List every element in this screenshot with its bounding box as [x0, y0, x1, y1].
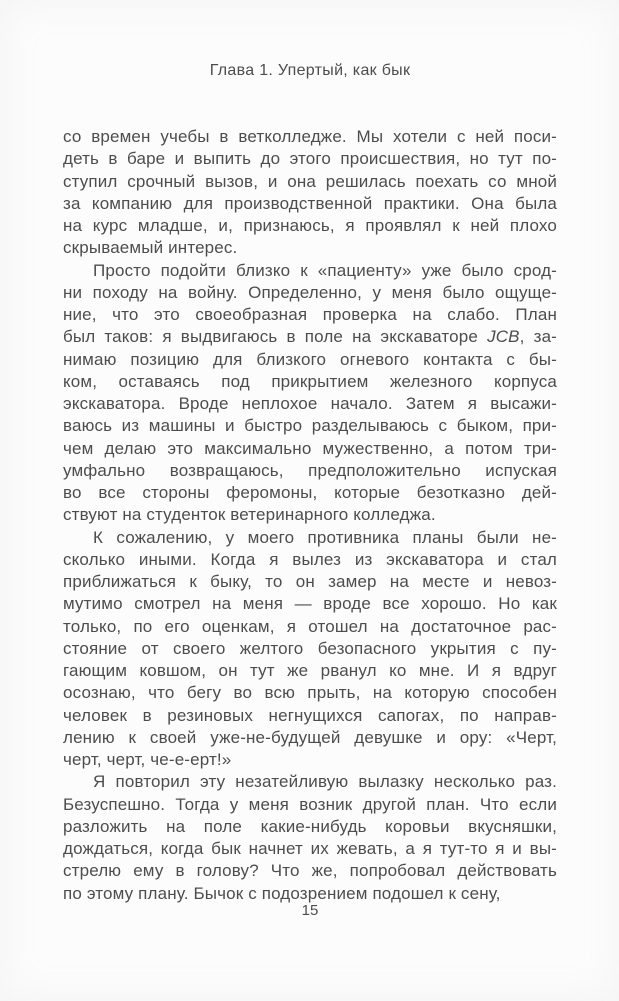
text-line: стрелю ему в голову? Что же, попробовал действовать: [63, 861, 557, 881]
paragraph: [63, 771, 557, 905]
text-body: [63, 126, 557, 905]
text-line: приближаться к быку, то он замер на месте и невоз-: [63, 572, 557, 591]
text-line: осознаю, что бегу во всю прыть, на которую способен: [63, 683, 557, 703]
text-line: умфально возвращаюсь, предположительно испуская: [63, 460, 557, 480]
text-line: экскаватора. Вроде неплохое начало. Затем я высажи-: [63, 394, 557, 413]
text-line: деть в баре и выпить до этого происшествия, но тут по-: [63, 149, 557, 169]
page-number: 15: [301, 902, 319, 919]
text-line: за компанию для производственной практики. Она была: [63, 193, 557, 213]
text-line: ствуют на студенток ветеринарного колледжа.: [63, 505, 436, 525]
paragraph: [63, 260, 557, 527]
text-line: человек в резиновых негнущихся сапогах, по направ-: [63, 705, 557, 725]
text-line: во все стороны феромоны, которые безотказно дей-: [63, 483, 557, 502]
running-header: Глава 1. Упертый, как бык: [209, 62, 411, 79]
text-line: ступил срочный вызов, и она решилась поехать со мной: [63, 171, 557, 191]
text-line: мутимо смотрел на меня — вроде все хорошо. Но как: [63, 594, 557, 614]
text-line: гающим ковшом, он тут же рванул ко мне. И я вдруг: [63, 661, 557, 680]
text-line: Просто подойти близко к «пациенту» уже было срод-: [93, 260, 557, 280]
text-line: Я повторил эту незатейливую вылазку несколько раз.: [93, 772, 557, 792]
text-line: был таков: я выдвигаюсь в поле на экскаваторе JCB, за-: [63, 327, 557, 347]
text-line: черт, черт, че-е-ерт!»: [63, 750, 232, 769]
text-line: скрываемый интерес.: [63, 238, 238, 258]
text-line: только, по его оценкам, я отошел на достаточное рас-: [63, 616, 557, 636]
text-line: стояние от своего желтого безопасного укрытия с пу-: [63, 638, 557, 658]
paragraph: [63, 527, 557, 772]
paragraph: [63, 126, 557, 260]
text-line: по этому плану. Бычок с подозрением подошел к сену,: [63, 883, 501, 903]
text-line: чем делаю это максимально мужественно, а потом три-: [63, 438, 557, 458]
text-line: лению к своей уже-не-будущей девушке и ору: «Черт,: [63, 727, 557, 747]
text-line: ком, оставаясь под прикрытием железного корпуса: [63, 371, 557, 391]
text-line: нимаю позицию для близкого огневого контакта с бы-: [63, 349, 557, 369]
text-line: со времен учебы в ветколледже. Мы хотели с ней поси-: [63, 127, 557, 146]
text-line: ваюсь из машины и быстро разделываюсь с быком, при-: [63, 416, 557, 436]
text-line: Безуспешно. Тогда у меня возник другой план. Что если: [63, 794, 557, 814]
text-line: на курс младше, и, признаюсь, я проявлял к ней плохо: [63, 216, 557, 235]
text-line: К сожалению, у моего противника планы были не-: [93, 527, 557, 547]
text-line: ни походу на войну. Определенно, у меня было ощуще-: [63, 282, 557, 302]
text-line: дождаться, когда бык начнет их жевать, а я тут-то я и вы-: [63, 839, 557, 858]
text-line: ние, что это своеобразная проверка на слабо. План: [63, 305, 557, 324]
text-line: сколько иными. Когда я вылез из экскаватора и стал: [63, 549, 557, 569]
text-line: разложить на поле какие-нибудь коровьи вкусняшки,: [63, 816, 557, 836]
